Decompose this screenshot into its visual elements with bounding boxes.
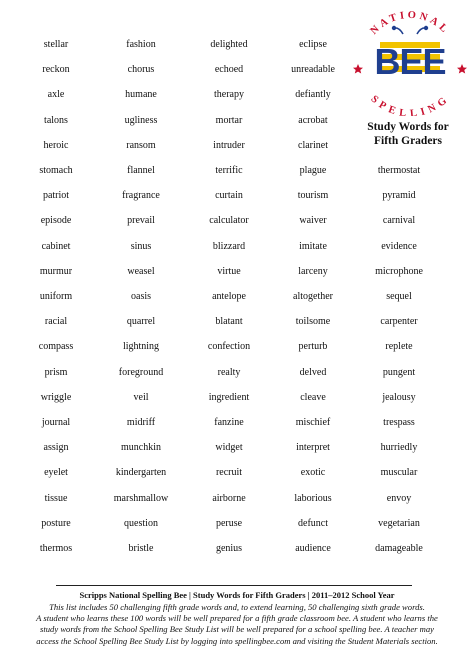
- side-title-line-1: Study Words for: [367, 121, 449, 133]
- study-word: mortar: [215, 114, 243, 126]
- study-word: humane: [125, 89, 157, 101]
- study-word: chorus: [127, 64, 155, 76]
- study-word: exotic: [300, 467, 326, 479]
- study-word: carnival: [382, 215, 416, 227]
- side-title: [352, 120, 464, 148]
- study-word: axle: [47, 89, 65, 101]
- study-word: reckon: [42, 64, 70, 76]
- study-word: trespass: [383, 417, 415, 428]
- study-word: clarinet: [298, 139, 328, 151]
- study-word: thermostat: [377, 165, 421, 176]
- footer-description: [8, 602, 466, 647]
- study-word: curtain: [215, 190, 243, 202]
- study-word: midriff: [126, 417, 156, 428]
- study-word: intruder: [213, 139, 245, 151]
- study-word: ingredient: [208, 391, 250, 403]
- study-word: waiver: [299, 215, 327, 227]
- study-word: carpenter: [380, 316, 418, 328]
- study-word: muscular: [380, 467, 418, 479]
- study-word: envoy: [386, 492, 412, 504]
- study-word: heroic: [43, 139, 69, 151]
- study-word: imitate: [299, 240, 327, 252]
- study-word: unreadable: [291, 64, 335, 76]
- study-word: flannel: [127, 165, 155, 176]
- study-word: echoed: [214, 64, 244, 76]
- logo-arc-bottom: SPELLING: [368, 93, 452, 116]
- star-icon: [457, 64, 467, 74]
- study-word: recruit: [215, 467, 243, 479]
- study-word: munchkin: [121, 442, 161, 454]
- study-word: murmur: [39, 265, 73, 277]
- study-word: pyramid: [382, 190, 416, 202]
- study-word: blatant: [215, 316, 243, 328]
- bee-antennae-icon: [392, 26, 428, 34]
- study-word: stomach: [39, 165, 73, 176]
- study-word: patriot: [42, 190, 70, 202]
- study-word: laborious: [294, 492, 332, 504]
- side-title-line-2: Fifth Graders: [373, 135, 443, 147]
- study-word: tourism: [297, 190, 329, 202]
- study-word: audience: [295, 543, 331, 554]
- study-word: delighted: [210, 39, 248, 50]
- study-word: replete: [385, 341, 413, 353]
- study-word: therapy: [214, 89, 244, 101]
- study-word: fashion: [126, 39, 156, 50]
- study-word: genius: [215, 543, 243, 554]
- study-word: racial: [44, 316, 68, 328]
- study-word: fragrance: [122, 190, 160, 202]
- study-word: calculator: [209, 215, 249, 227]
- study-word: weasel: [127, 265, 155, 277]
- study-word: antelope: [212, 291, 246, 302]
- study-word: foreground: [118, 366, 164, 378]
- footer-divider: [56, 585, 412, 586]
- study-word: eclipse: [299, 39, 327, 50]
- footer-line-4: access the School Spelling Bee Study List by logging into spellingbee.com and visiting the Student Materials section.: [36, 635, 438, 646]
- study-word: hurriedly: [380, 442, 418, 454]
- study-word: pungent: [382, 366, 416, 378]
- study-word: thermos: [39, 543, 73, 554]
- svg-text:NATIONAL: [369, 10, 452, 37]
- study-word: episode: [40, 215, 72, 227]
- study-word: marshmallow: [113, 492, 169, 504]
- bee-wordmark: [374, 41, 445, 82]
- study-word: plague: [299, 165, 327, 176]
- footer-line-1: This list includes 50 challenging fifth grade words and, to extend learning, 50 challenging sixth grade words.: [49, 602, 425, 612]
- national-spelling-bee-logo: [350, 4, 470, 116]
- study-word: vegetarian: [378, 517, 420, 529]
- study-word: realty: [217, 366, 241, 378]
- study-word: kindergarten: [115, 467, 167, 479]
- study-word: toilsome: [295, 316, 331, 328]
- study-word: perturb: [298, 341, 328, 353]
- study-word: mischief: [295, 417, 331, 428]
- study-word: jealousy: [382, 391, 416, 403]
- logo-bee-text: BEE: [374, 41, 446, 82]
- study-word: blizzard: [212, 240, 246, 252]
- study-word: microphone: [375, 265, 423, 277]
- study-word: delved: [299, 366, 327, 378]
- study-word: tissue: [44, 492, 68, 504]
- study-word: defunct: [298, 517, 328, 529]
- study-word: defiantly: [295, 89, 331, 101]
- study-word: airborne: [212, 492, 246, 504]
- study-word: evidence: [381, 240, 417, 252]
- study-word: acrobat: [298, 114, 328, 126]
- study-word: interpret: [296, 442, 330, 454]
- footer-title: Scripps National Spelling Bee | Study Words for Fifth Graders | 2011–2012 School Year: [79, 590, 395, 600]
- study-word: damageable: [375, 543, 423, 554]
- study-word: sinus: [130, 240, 152, 252]
- svg-text:SPELLING: [368, 94, 451, 116]
- study-word: question: [124, 517, 158, 529]
- study-word: uniform: [39, 291, 73, 302]
- study-word: posture: [41, 517, 71, 529]
- study-word: assign: [43, 442, 69, 454]
- study-word: cleave: [300, 391, 326, 403]
- study-word: confection: [207, 341, 251, 353]
- study-word: bristle: [128, 543, 154, 554]
- study-word: wriggle: [40, 391, 72, 403]
- study-word: widget: [215, 442, 243, 454]
- study-word: virtue: [217, 265, 241, 277]
- study-word: journal: [41, 417, 71, 428]
- logo-arc-top: NATIONAL: [368, 9, 452, 37]
- study-word: eyelet: [44, 467, 68, 479]
- study-word: veil: [133, 391, 149, 403]
- study-word: prism: [44, 366, 68, 378]
- study-word: larceny: [298, 265, 328, 277]
- study-word: terrific: [215, 165, 243, 176]
- study-word: prevail: [127, 215, 155, 227]
- study-word: oasis: [131, 291, 151, 302]
- study-word: peruse: [215, 517, 243, 529]
- footer-line-3: study words from the School Spelling Bee Study List will be well prepared for a school spelling bee. A teacher may: [40, 624, 434, 635]
- star-icon: [353, 64, 363, 74]
- study-word: lightning: [122, 341, 160, 353]
- study-word: sequel: [386, 291, 412, 302]
- study-word: ransom: [126, 139, 156, 151]
- study-word: stellar: [43, 39, 69, 50]
- study-word: talons: [44, 114, 68, 126]
- study-word: altogether: [293, 291, 333, 302]
- study-word: fanzine: [214, 417, 244, 428]
- study-word: cabinet: [41, 240, 71, 252]
- study-word: quarrel: [126, 316, 156, 328]
- study-word: ugliness: [124, 114, 158, 126]
- footer-line-2: A student who learns these 100 words will be well prepared for a fifth grade classroom bee. A student who learns the: [36, 613, 438, 624]
- study-word: compass: [38, 341, 74, 353]
